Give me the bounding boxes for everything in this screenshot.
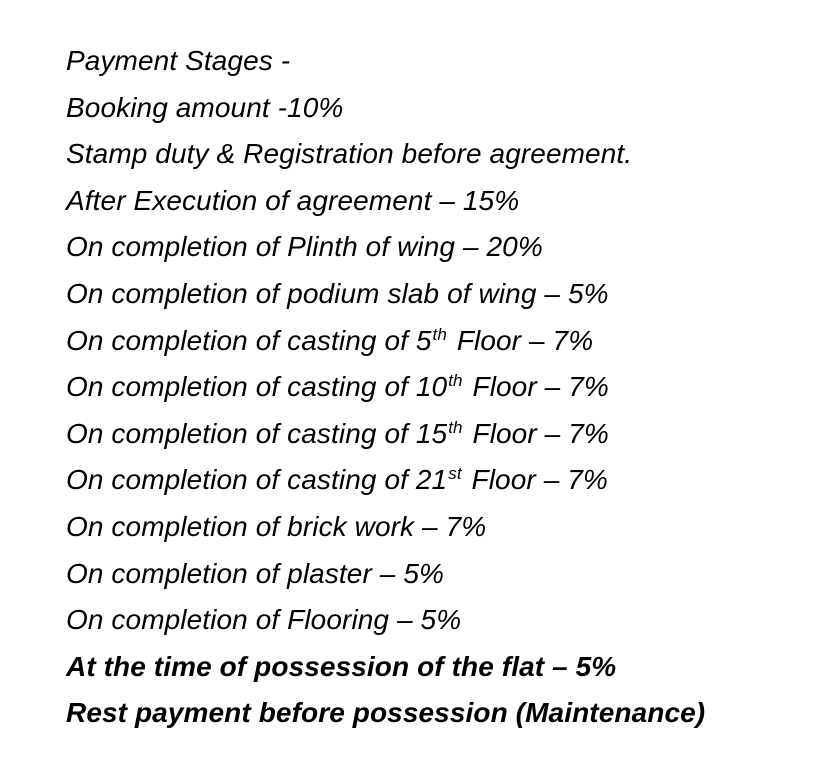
stage-text-start: On completion of casting of 21 (66, 464, 448, 496)
stage-plaster-completion: On completion of plaster – 5% (66, 557, 444, 589)
stage-podium-slab-completion: On completion of podium slab of wing – 5% (66, 277, 609, 309)
stage-text-end: Floor – 7% (464, 371, 609, 403)
stage-flooring-completion: On completion of Flooring – 5% (66, 604, 462, 636)
stage-casting-5th-floor (66, 318, 826, 365)
ordinal-suffix: st (448, 464, 462, 484)
stage-casting-10th-floor (66, 364, 826, 411)
stage-text-end: Floor – 7% (448, 324, 594, 356)
stage-casting-21st-floor (66, 457, 826, 504)
document-title: Payment Stages - (66, 45, 291, 76)
stage-brick-work-completion: On completion of brick work – 7% (66, 510, 487, 542)
ordinal-suffix: th (448, 371, 463, 391)
stage-casting-15th-floor (66, 411, 826, 458)
stage-text-end: Floor – 7% (463, 464, 608, 496)
stage-text-start: On completion of casting of 5 (66, 324, 432, 356)
stage-text-start: On completion of casting of 15 (66, 417, 448, 449)
stage-plinth-completion: On completion of Plinth of wing – 20% (66, 231, 543, 263)
stage-stamp-duty-registration: Stamp duty & Registration before agreement. (66, 138, 633, 170)
stage-text-start: On completion of casting of 10 (66, 371, 448, 403)
stage-text-end: Floor – 7% (464, 417, 609, 449)
stage-rest-payment-maintenance: Rest payment before possession (Maintenance) (66, 697, 706, 729)
stage-booking-amount: Booking amount -10% (66, 91, 344, 123)
payment-stages-document (66, 38, 826, 737)
ordinal-suffix: th (432, 324, 447, 344)
stage-possession: At the time of possession of the flat – 5% (66, 650, 617, 682)
ordinal-suffix: th (448, 417, 463, 437)
stage-after-execution-agreement: After Execution of agreement – 15% (66, 184, 520, 216)
